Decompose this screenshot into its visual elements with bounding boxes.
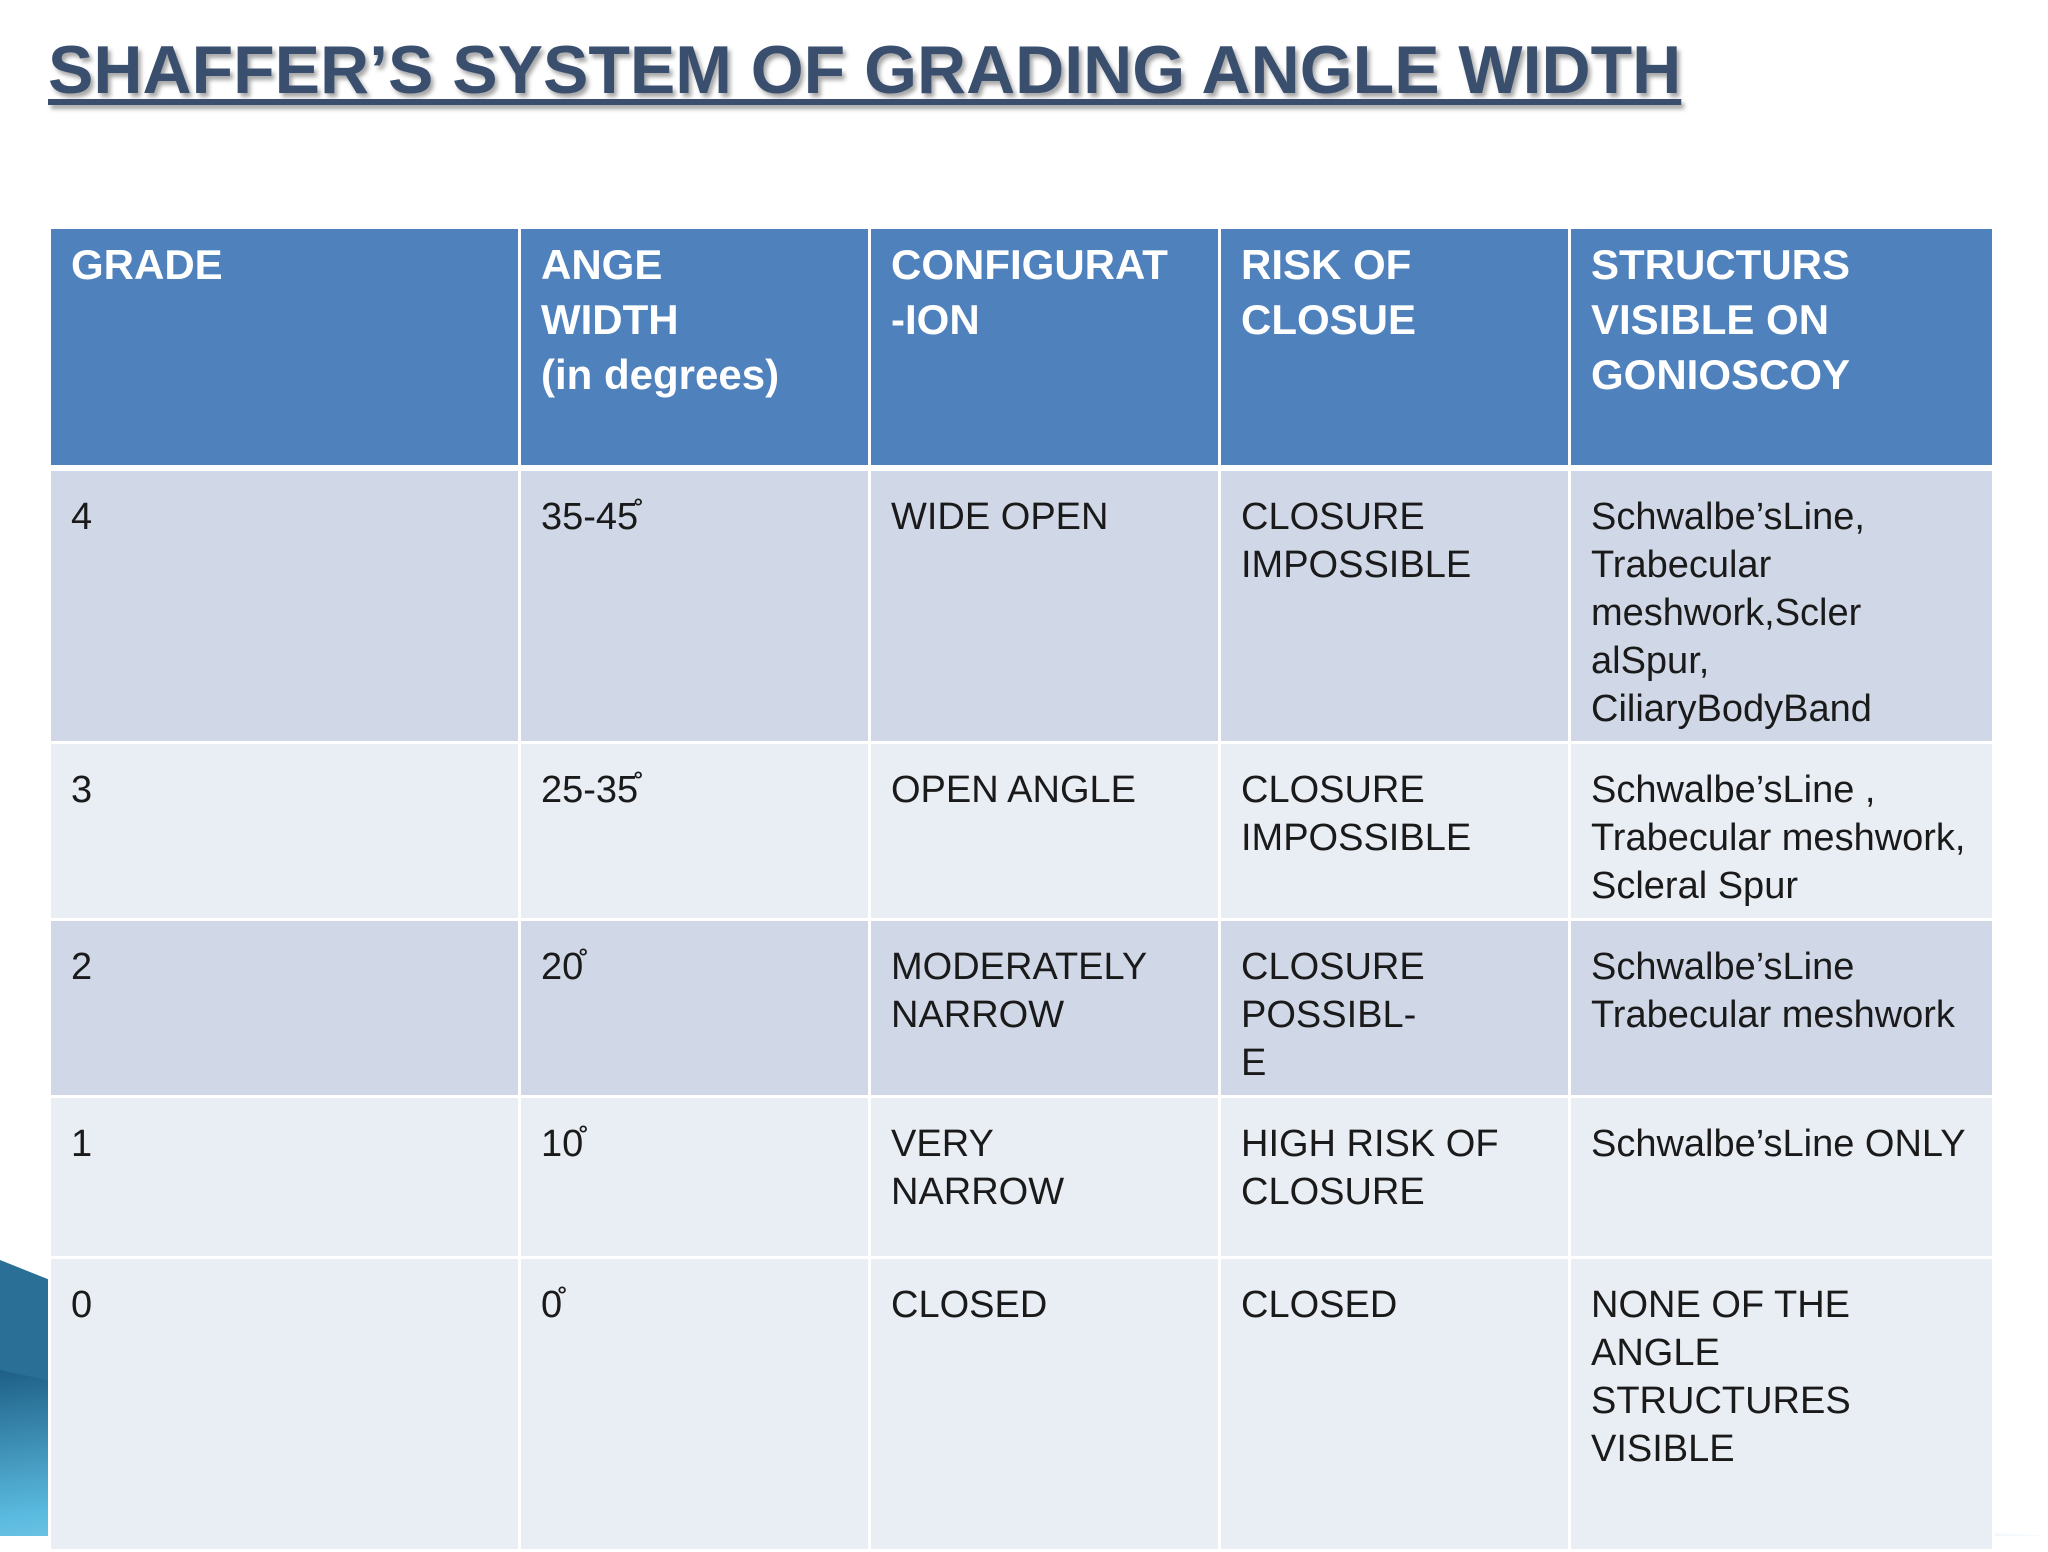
cell-grade: 2: [50, 920, 520, 1097]
cell-angle-width: 0̊: [520, 1258, 870, 1551]
cell-structures: Schwalbe’sLine Trabecular meshwork: [1570, 920, 1994, 1097]
cell-configuration: MODERATELY NARROW: [870, 920, 1220, 1097]
cell-risk: CLOSURE IMPOSSIBLE: [1220, 468, 1570, 743]
cell-grade: 0: [50, 1258, 520, 1551]
cell-structures: Schwalbe’sLine ONLY: [1570, 1097, 1994, 1258]
cell-angle-width: 25-35̊: [520, 743, 870, 920]
header-grade: GRADE: [50, 228, 520, 469]
cell-configuration: VERY NARROW: [870, 1097, 1220, 1258]
cell-structures: NONE OF THE ANGLE STRUCTURES VISIBLE: [1570, 1258, 1994, 1551]
shaffer-grading-table: [48, 226, 1995, 1552]
table-row: [50, 1097, 1994, 1258]
table-row: [50, 468, 1994, 743]
cell-configuration: WIDE OPEN: [870, 468, 1220, 743]
cell-angle-width: 10̊: [520, 1097, 870, 1258]
header-structures-visible: STRUCTURS VISIBLE ON GONIOSCOY: [1570, 228, 1994, 469]
cell-configuration: OPEN ANGLE: [870, 743, 1220, 920]
cell-grade: 3: [50, 743, 520, 920]
cell-structures: Schwalbe’sLine, Trabecular meshwork,Scler alSpur, CiliaryBodyBand: [1570, 468, 1994, 743]
cell-risk: CLOSED: [1220, 1258, 1570, 1551]
cell-grade: 4: [50, 468, 520, 743]
table-row: [50, 920, 1994, 1097]
table-row: [50, 1258, 1994, 1551]
cell-risk: HIGH RISK OF CLOSURE: [1220, 1097, 1570, 1258]
cell-grade: 1: [50, 1097, 520, 1258]
cell-configuration: CLOSED: [870, 1258, 1220, 1551]
header-angle-width: ANGE WIDTH (in degrees): [520, 228, 870, 469]
header-configuration: CONFIGURAT -ION: [870, 228, 1220, 469]
cell-angle-width: 20̊: [520, 920, 870, 1097]
cell-structures: Schwalbe’sLine , Trabecular meshwork, Scleral Spur: [1570, 743, 1994, 920]
slide-title: SHAFFER’S SYSTEM OF GRADING ANGLE WIDTH: [48, 32, 1682, 108]
table-row: [50, 743, 1994, 920]
cell-risk: CLOSURE IMPOSSIBLE: [1220, 743, 1570, 920]
table-header-row: [50, 228, 1994, 469]
cell-risk: CLOSURE POSSIBL- E: [1220, 920, 1570, 1097]
cell-angle-width: 35-45̊: [520, 468, 870, 743]
header-risk-of-closure: RISK OF CLOSUE: [1220, 228, 1570, 469]
